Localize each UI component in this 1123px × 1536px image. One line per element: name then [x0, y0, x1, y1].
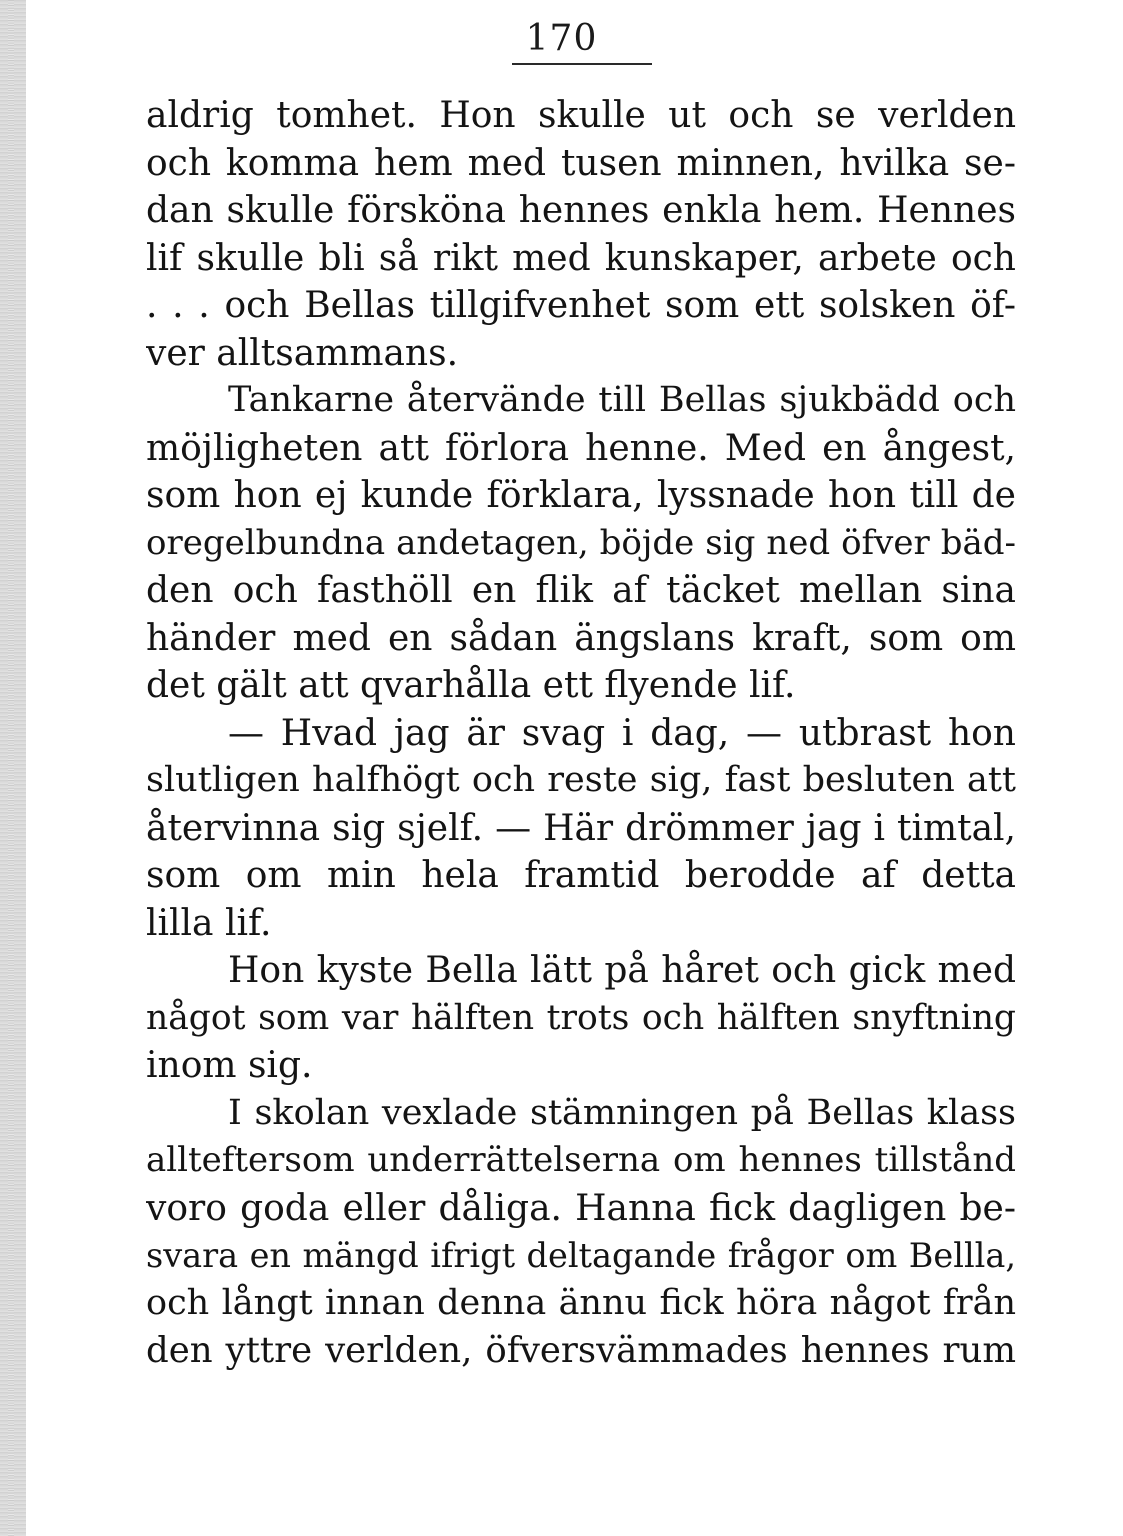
text-line: voro goda eller dåliga. Hanna fick dagligen be-	[146, 1187, 1016, 1229]
text-line: möjligheten att förlora henne. Med en ångest,	[146, 427, 1016, 469]
text-line: den och fasthöll en flik af täcket mellan sina	[146, 570, 1016, 611]
text-line: dan skulle försköna hennes enkla hem. Hennes	[146, 190, 1016, 231]
text-line: . . . och Bellas tillgifvenhet som ett solsken öf-	[146, 285, 1016, 326]
text-line: slutligen halfhögt och reste sig, fast besluten att	[146, 760, 1016, 800]
text-line: återvinna sig sjelf. — Här drömmer jag i timtal,	[146, 807, 1016, 849]
text-line: Tankarne återvände till Bellas sjukbädd och	[228, 380, 1016, 420]
text-line: som om min hela framtid berodde af detta	[146, 855, 1016, 896]
text-line: inom sig.	[146, 1045, 313, 1086]
text-line: svara en mängd ifrigt deltagande frågor om Bellla,	[146, 1236, 1016, 1275]
text-line: och komma hem med tusen minnen, hvilka se-	[146, 142, 1016, 184]
page-number: 170	[525, 18, 598, 59]
text-line: lif skulle bli så rikt med kunskaper, arbete och	[146, 237, 1016, 279]
text-line: allteftersom underrättelserna om hennes tillstånd	[146, 1140, 1016, 1180]
text-line: som hon ej kunde förklara, lyssnade hon till de	[146, 475, 1016, 516]
text-line: och långt innan denna ännu fick höra något från	[146, 1282, 1016, 1323]
text-line: det gält att qvarhålla ett flyende lif.	[146, 665, 796, 706]
scan-edge	[0, 0, 26, 1536]
text-line: — Hvad jag är svag i dag, — utbrast hon	[228, 712, 1016, 754]
text-line: Hon kyste Bella lätt på håret och gick med	[228, 950, 1016, 991]
text-line: händer med en sådan ängslans kraft, som om	[146, 617, 1016, 659]
text-line: I skolan vexlade stämningen på Bellas klass	[228, 1092, 1016, 1133]
text-line: ver alltsammans.	[146, 332, 459, 374]
page-number-rule	[512, 63, 652, 65]
text-line: aldrig tomhet. Hon skulle ut och se verlden	[146, 95, 1016, 136]
text-line: oregelbundna andetagen, böjde sig ned öfver bäd-	[146, 522, 1016, 563]
text-line: den yttre verlden, öfversvämmades hennes rum	[146, 1330, 1016, 1371]
body-text	[146, 92, 1016, 1375]
text-line: lilla lif.	[146, 902, 272, 944]
text-line: något som var hälften trots och hälften snyftning	[146, 997, 1016, 1038]
